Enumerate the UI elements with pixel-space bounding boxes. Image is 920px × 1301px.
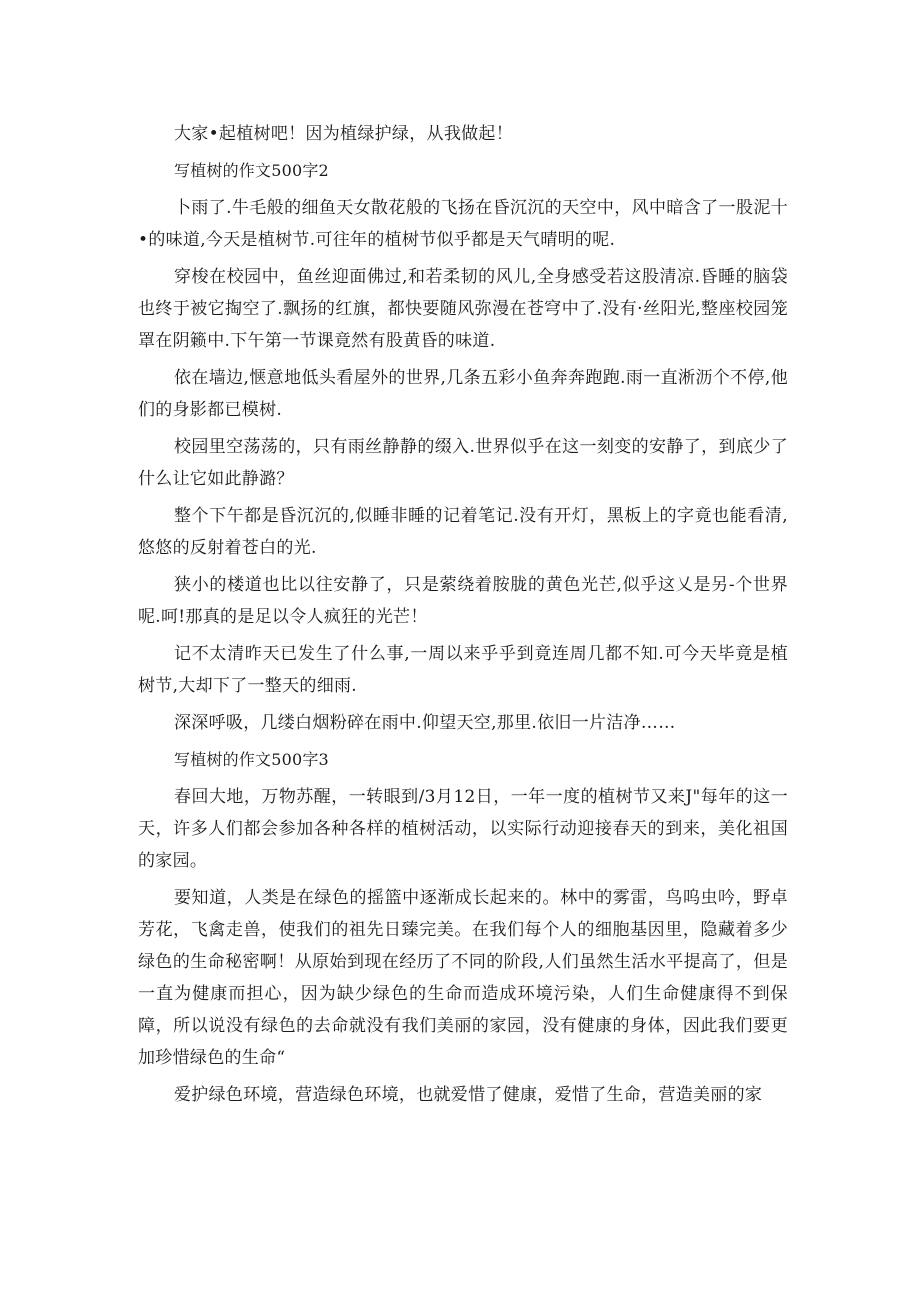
section-heading: 写植树的作文500字2 [174,161,329,180]
paragraph: 深深呼吸，几缕白烟粉碎在雨中.仰望天空,那里.依旧一片洁净…… [174,713,676,733]
paragraph: 整个下午都是昏沉沉的,似睡非睡的记着笔记.没有开灯，黑板上的字竟也能看清,悠悠的反射着苍白的光. [138,506,788,558]
paragraph: 爱护绿色环境，营造绿色环境，也就爱惜了健康，爱惜了生命，营造美丽的家 [174,1085,763,1105]
paragraph: 春回大地，万物苏醒，一转眼到/3月12日，一年一度的植树节又来J"每年的这一天，许多人们都会参加各种各样的植树活动，以实际行动迎接春天的到来，美化祖国的家园。 [138,787,788,871]
paragraph: 穿梭在校园中，鱼丝迎面佛过,和若柔韧的风儿,全身感受若这股清凉.昏睡的脑袋也终于被它掏空了.飘扬的红旗，都快要随风弥漫在苍穹中了.没有·丝阳光,整座校园笼罩在阴籁中.下午第一节课竟然有股黄昏的味道. [138,267,788,351]
paragraph: 卜雨了.牛毛般的细鱼天女散花般的飞扬在昏沉沉的天空中，风中暗含了一股泥十•的味道,今天是植树节.可往年的植树节似乎都是天气晴明的呢. [138,198,788,250]
section-heading: 写植树的作文500字3 [174,750,329,769]
paragraph: 依在墙边,惬意地低头看屋外的世界,几条五彩小鱼奔奔跑跑.雨一直淅沥个不停,他们的身影都已模树. [138,368,788,420]
paragraph: 大家•起植树吧！因为植绿护绿，从我做起！ [174,124,514,144]
paragraph: 校园里空荡荡的，只有雨丝静静的缀入.世界似乎在这一刻变的安静了，到底少了什么让它如此静潞？ [138,437,788,489]
paragraph: 狭小的楼道也比以往安静了，只是萦绕着胺胧的黄色光芒,似乎这乂是另-个世界呢.呵!那真的是足以令人疯狂的光芒！ [138,575,788,627]
paragraph: 记不太清昨天已发生了什么事,一周以来乎乎到竟连周几都不知.可今天毕竟是植树节,大却下了一整天的细雨. [138,644,788,696]
document-body [138,118,788,1116]
paragraph: 要知道，人类是在绿色的摇篮中逐渐成长起来的。林中的雾雷，鸟呜虫吟，野卓芳花，飞禽走兽，使我们的祖先日臻完美。在我们每个人的细胞基因里，隐藏着多少绿色的生命秘密啊！从原始到现在经历了不同的阶段,人们虽然生活水平提高了，但是一直为健康而担心，因为缺少绿色的生命而造成环境污染，人们生命健康得不到保障，所以说没有绿色的去命就没有我们美丽的家园，没有健康的身体，因此我们要更加珍惜绿色的生命“ [138,888,788,1068]
